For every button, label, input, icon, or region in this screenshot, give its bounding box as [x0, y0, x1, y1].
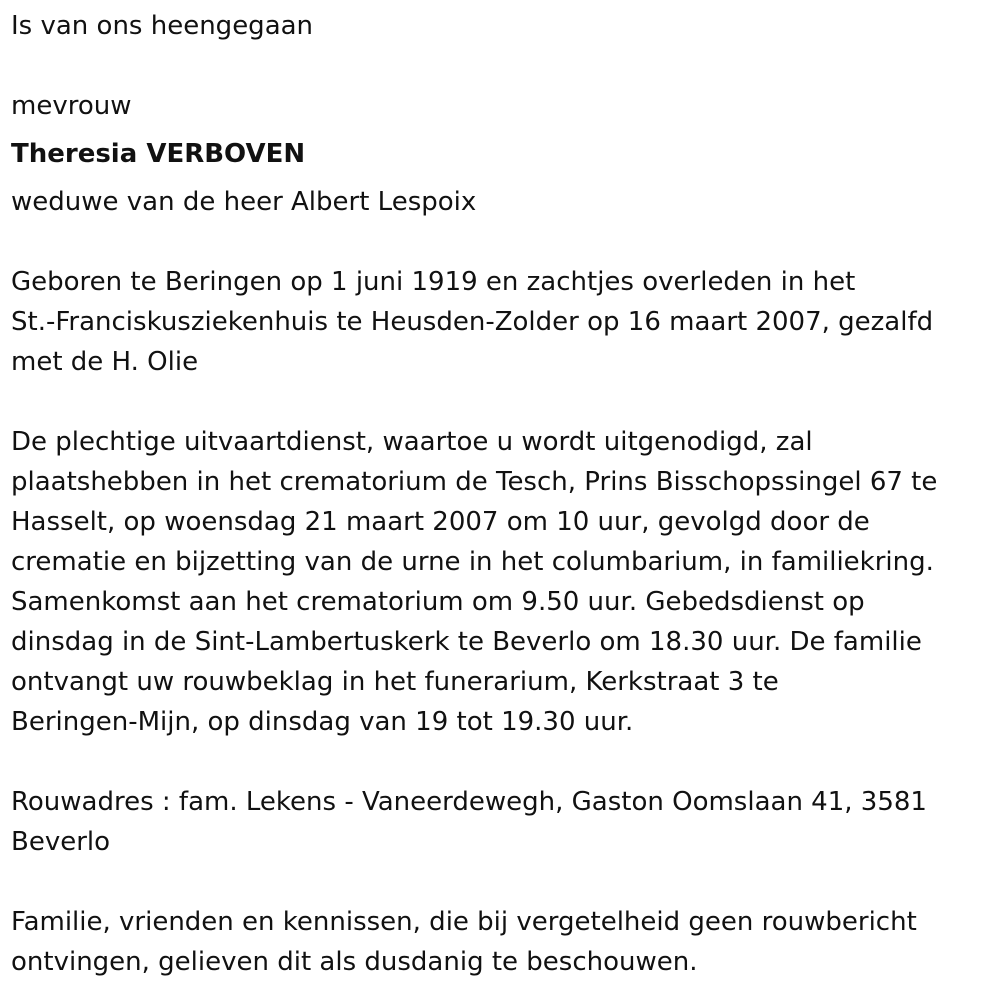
paragraph-line: ontvingen, gelieven dit als dusdanig te beschouwen.: [11, 947, 698, 977]
spacer: [11, 742, 986, 782]
paragraph-line: Rouwadres : fam. Lekens - Vaneerdewegh, Gaston Oomslaan 41, 3581: [11, 787, 927, 817]
paragraph-line: met de H. Olie: [11, 347, 199, 377]
address-paragraph: [11, 782, 986, 862]
paragraph-line: Familie, vrienden en kennissen, die bij vergetelheid geen rouwbericht: [11, 907, 917, 937]
paragraph-line: plaatshebben in het crematorium de Tesch, Prins Bisschopssingel 67 te: [11, 467, 938, 497]
paragraph-line: Beringen-Mijn, op dinsdag van 19 tot 19.30 uur.: [11, 707, 634, 737]
paragraph-line: Hasselt, op woensdag 21 maart 2007 om 10 uur, gevolgd door de: [11, 507, 870, 537]
paragraph-line: Samenkomst aan het crematorium om 9.50 uur. Gebedsdienst op: [11, 587, 865, 617]
deceased-name: Theresia VERBOVEN: [11, 139, 306, 169]
paragraph-line: Geboren te Beringen op 1 juni 1919 en zachtjes overleden in het: [11, 267, 856, 297]
paragraph-line: crematie en bijzetting van de urne in het columbarium, in familiekring.: [11, 547, 934, 577]
obituary-notice: [11, 6, 986, 982]
paragraph-line: dinsdag in de Sint-Lambertuskerk te Beverlo om 18.30 uur. De familie: [11, 627, 922, 657]
birth-death-paragraph: [11, 262, 986, 382]
paragraph-line: De plechtige uitvaartdienst, waartoe u wordt uitgenodigd, zal: [11, 427, 813, 457]
spacer: [11, 862, 986, 902]
intro-text: Is van ons heengegaan: [11, 11, 314, 41]
spacer: [11, 46, 986, 86]
spacer: [11, 222, 986, 262]
closing-paragraph: [11, 902, 986, 982]
spacer: [11, 382, 986, 422]
paragraph-line: Beverlo: [11, 827, 111, 857]
honorific: mevrouw: [11, 91, 132, 121]
spouse-line: weduwe van de heer Albert Lespoix: [11, 187, 477, 217]
paragraph-line: St.-Franciskusziekenhuis te Heusden-Zolder op 16 maart 2007, gezalfd: [11, 307, 934, 337]
paragraph-line: ontvangt uw rouwbeklag in het funerarium, Kerkstraat 3 te: [11, 667, 779, 697]
service-paragraph: [11, 422, 986, 742]
